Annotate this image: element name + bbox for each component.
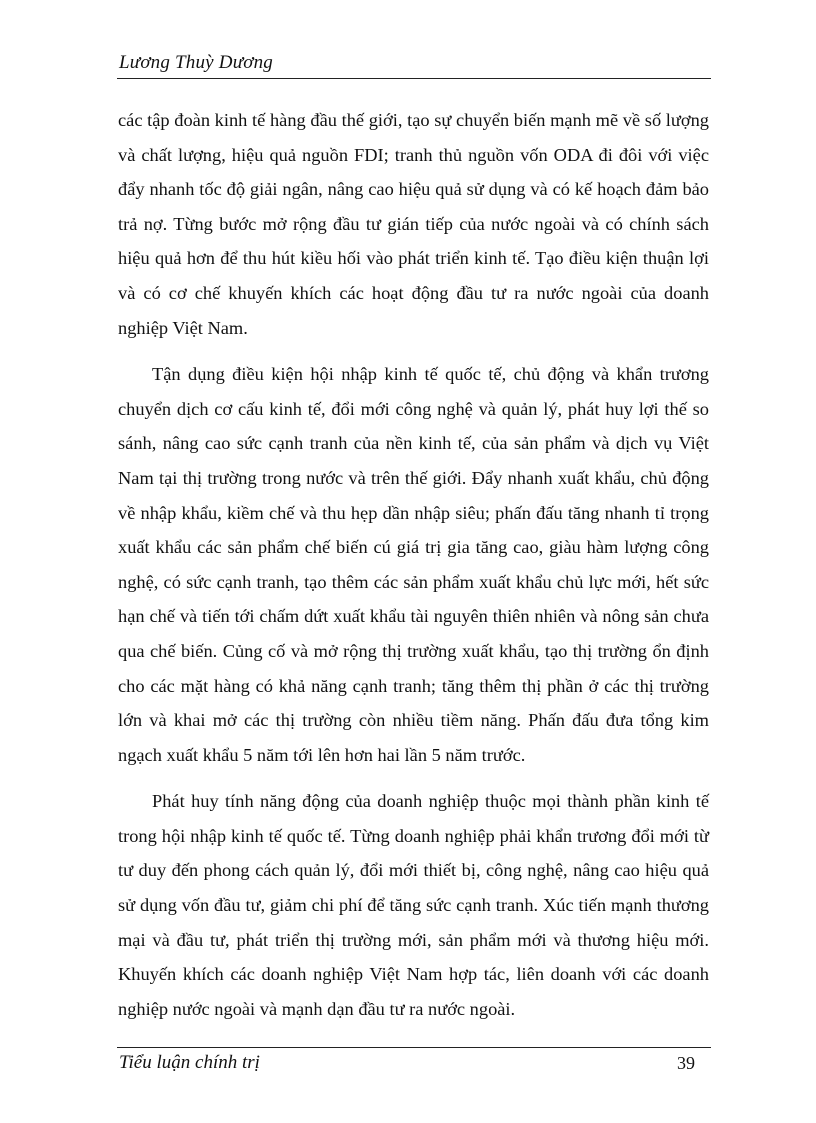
page-body xyxy=(118,103,709,1038)
paragraph-enterprise: Phát huy tính năng động của doanh nghiệp thuộc mọi thành phần kinh tế trong hội nhập kinh tế quốc tế. Từng doanh nghiệp phải khẩn trương đổi mới từ tư duy đến phong cách quản lý, đổi mới thiết bị, công nghệ, nâng cao hiệu quả sử dụng vốn đầu tư, giảm chi phí để tăng sức cạnh tranh. Xúc tiến mạnh thương mại và đầu tư, phát triển thị trường mới, sản phẩm mới và thương hiệu mới. Khuyến khích các doanh nghiệp Việt Nam hợp tác, liên doanh với các doanh nghiệp nước ngoài và mạnh dạn đầu tư ra nước ngoài. xyxy=(118,791,709,1019)
page-number: 39 xyxy=(677,1053,695,1073)
paragraph-trade: Tận dụng điều kiện hội nhập kinh tế quốc tế, chủ động và khẩn trương chuyển dịch cơ cấu kinh tế, đổi mới công nghệ và quản lý, phát huy lợi thế so sánh, nâng cao sức cạnh tranh của nền kinh tế, của sản phẩm và dịch vụ Việt Nam tại thị trường trong nước và trên thế giới. Đẩy nhanh xuất khẩu, chủ động về nhập khẩu, kiềm chế và thu hẹp dần nhập siêu; phấn đấu tăng nhanh tỉ trọng xuất khẩu các sản phẩm chế biến cú giá trị gia tăng cao, giàu hàm lượng công nghệ, có sức cạnh tranh, tạo thêm các sản phẩm xuất khẩu chủ lực mới, hết sức hạn chế và tiến tới chấm dứt xuất khẩu tài nguyên thiên nhiên và nông sản chưa qua chế biến. Củng cố và mở rộng thị trường xuất khẩu, tạo thị trường ổn định cho các mặt hàng có khả năng cạnh tranh; tăng thêm thị phần ở các thị trường lớn và khai mở các thị trường còn nhiều tiềm năng. Phấn đấu đưa tổng kim ngạch xuất khẩu 5 năm tới lên hơn hai lần 5 năm trước. xyxy=(118,364,709,765)
page-header xyxy=(117,50,711,79)
page-footer xyxy=(117,1047,711,1073)
header-author: Lương Thuỳ Dương xyxy=(119,52,273,73)
paragraph-continuation: các tập đoàn kinh tế hàng đầu thế giới, tạo sự chuyển biến mạnh mẽ về số lượng và chất lượng, hiệu quả nguồn FDI; tranh thủ nguồn vốn ODA đi đôi với việc đẩy nhanh tốc độ giải ngân, nâng cao hiệu quả sử dụng và có kế hoạch đảm bảo trả nợ. Từng bước mở rộng đầu tư gián tiếp của nước ngoài và có chính sách hiệu quả hơn để thu hút kiều hối vào phát triển kinh tế. Tạo điều kiện thuận lợi và có cơ chế khuyến khích các hoạt động đầu tư ra nước ngoài của doanh nghiệp Việt Nam. xyxy=(118,110,709,338)
footer-title: Tiểu luận chính trị xyxy=(119,1052,260,1073)
